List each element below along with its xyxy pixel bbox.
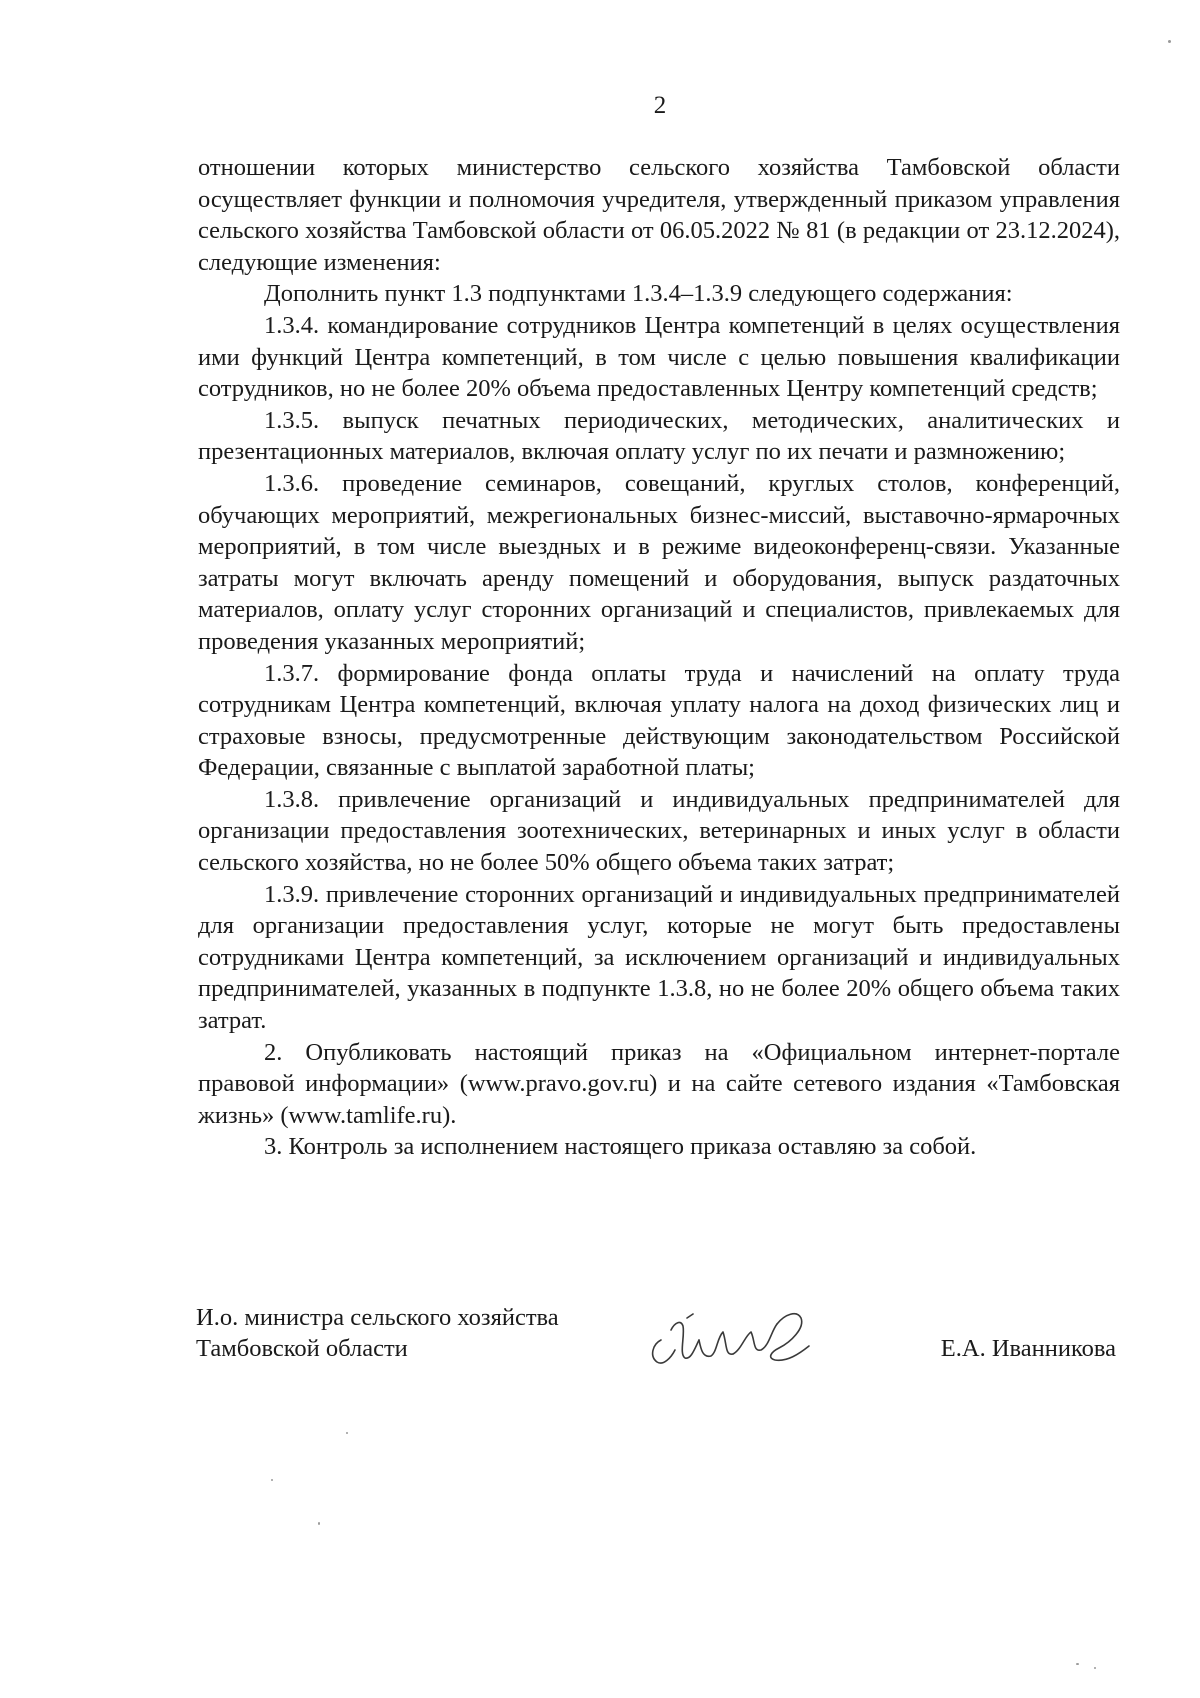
signature-block bbox=[196, 1302, 1126, 1382]
paragraph-control: 3. Контроль за исполнением настоящего приказа оставляю за собой. bbox=[264, 1133, 977, 1161]
scan-speck bbox=[1168, 40, 1171, 43]
paragraph-1-3-6: 1.3.6. проведение семинаров, совещаний, круглых столов, конференций, обучающих мероприятий, межрегиональных бизнес-миссий, выставочно-ярмарочных мероприятий, в том числе выездных и в режиме видеоконференц-связи. Указанные затраты могут включать аренду помещений и оборудования, выпуск раздаточных материалов, оплату услуг сторонних организаций и специалистов, привлекаемых для проведения указанных мероприятий; bbox=[198, 469, 1120, 655]
page-number: 2 bbox=[653, 92, 667, 119]
paragraph-1-3-8: 1.3.8. привлечение организаций и индивидуальных предпринимателей для организации предоставления зоотехнических, ветеринарных и иных услуг в области сельского хозяйства, но не более 50% общего объема таких затрат; bbox=[198, 785, 1120, 877]
signatory-position bbox=[196, 1302, 636, 1364]
paragraph-intro: отношении которых министерство сельского хозяйства Тамбовской области осуществляет функции и полномочия учредителя, утвержденный приказом управления сельского хозяйства Тамбовской области от 06.05.2022 № 81 (в редакции от 23.12.2024), следующие изменения: bbox=[198, 154, 1120, 276]
signatory-name: Е.А. Иванникова bbox=[940, 1335, 1116, 1362]
signatory-position-line-2: Тамбовской области bbox=[196, 1335, 408, 1362]
scan-speck bbox=[271, 1479, 273, 1481]
paragraph-publication: 2. Опубликовать настоящий приказ на «Официальном интернет-портале правовой информации» (www.pravo.gov.ru) и на сайте сетевого издания «Тамбовская жизнь» (www.tamlife.ru). bbox=[198, 1038, 1120, 1129]
paragraph-1-3-9: 1.3.9. привлечение сторонних организаций и индивидуальных предпринимателей для организации предоставления услуг, которые не могут быть предоставлены сотрудниками Центра компетенций, за исключением организаций и индивидуальных предпринимателей, указанных в подпункте 1.3.8, но не более 20% общего объема таких затрат. bbox=[198, 880, 1120, 1035]
handwritten-signature bbox=[641, 1292, 831, 1382]
scan-speck bbox=[318, 1522, 320, 1525]
paragraph-1-3-7: 1.3.7. формирование фонда оплаты труда и начислений на оплату труда сотрудникам Центра компетенций, включая уплату налога на доход физических лиц и страховые взносы, предусмотренные действующим законодательством Российской Федерации, связанные с выплатой заработной платы; bbox=[198, 659, 1120, 782]
paragraph-1-3-4: 1.3.4. командирование сотрудников Центра компетенций в целях осуществления ими функций Центра компетенций, в том числе с целью повышения квалификации сотрудников, но не более 20% объема предоставленных Центру компетенций средств; bbox=[198, 311, 1120, 403]
paragraph-amendment: Дополнить пункт 1.3 подпунктами 1.3.4–1.3.9 следующего содержания: bbox=[264, 280, 1013, 308]
signatory-position-line-1: И.о. министра сельского хозяйства bbox=[196, 1304, 559, 1331]
document-body bbox=[198, 152, 1120, 1163]
scan-speck bbox=[1094, 1667, 1096, 1669]
scan-speck bbox=[1076, 1663, 1079, 1665]
scan-speck bbox=[346, 1432, 348, 1434]
paragraph-1-3-5: 1.3.5. выпуск печатных периодических, методических, аналитических и презентационных материалов, включая оплату услуг по их печати и размножению; bbox=[198, 406, 1120, 466]
